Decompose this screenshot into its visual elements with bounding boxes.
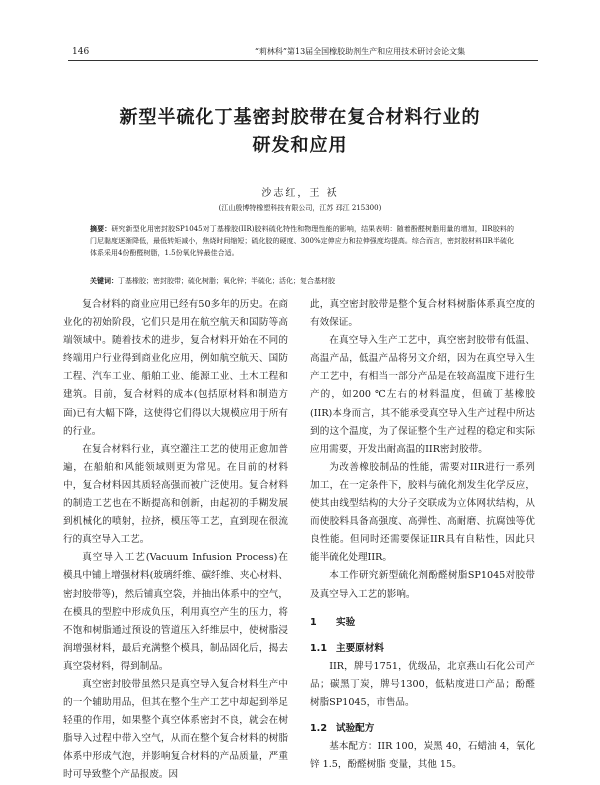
section-heading-materials (310, 640, 535, 658)
keywords-label: 关键词： (90, 276, 118, 285)
body-paragraph: 为改善橡胶制品的性能，需要对IIR进行一系列加工，在一定条件下，胶料与硫化剂发生化学反应，使其由线型结构的大分子交联成为立体网状结构，从而使胶料具备高强度、高弹性、高耐磨、抗腐蚀等优良性能。但同时还需要保证IIR具有自粘性，因此只能半硫化处理IIR。 (310, 461, 535, 564)
body-paragraph: 在真空导入生产工艺中，真空密封胶带有低温、高温产品，低温产品将另文介绍，因为在真空导入生产工艺中，有相当一部分产品是在较高温度下进行生产的，如200 ℃左右的材料温度，但硫丁基橡胶(IIR)本身而言，其不能承受真空导入生产过程中所达到的这个温度，为了保证整个生产过程的稳定和实际应用需要，开发出耐高温的IIR密封胶带。 (310, 335, 535, 455)
abstract-text: 研究新型化用密封胶SP1045对丁基橡胶(IIR)胶料硫化特性和物理性能的影响，结果表明：随着酚醛树脂用量的增加，IIR胶料的门尼黏度逐渐降低，最低转矩减小，焦烧时间缩短；硫化胶的硬度、300%定伸应力和拉伸强度均提高。综合而言，密封胶材料IIR半硫化体系采用4份酚醛树脂，1.5份氧化锌最佳合适。 (90, 225, 514, 257)
section-title: 主要原材料 (336, 642, 384, 654)
authors: 沙志红，王 袄 (261, 188, 339, 199)
section-number: 1.1 (310, 642, 327, 654)
keywords-text: 丁基橡胶；密封胶带；硫化树脂；氧化锌；半硫化；活化；复合基材胶 (118, 277, 335, 285)
formula-paragraph: 基本配方：IIR 100，炭黑 40，石蜡油 4，氧化锌 1.5，酚醛树脂 变量，其他 15。 (310, 741, 535, 771)
right-column (310, 296, 535, 774)
section-title: 试验配方 (336, 723, 375, 735)
paper-title-line1: 新型半硫化丁基密封胶带在复合材料行业的 (119, 107, 481, 128)
header-rule (68, 60, 538, 61)
section-number: 1.2 (310, 723, 327, 735)
section-heading-formula (310, 720, 535, 738)
materials-paragraph: IIR，牌号1751，优级品，北京燕山石化公司产品；碳黑丁炭，牌号1300，低粘度进口产品；酚醛树脂SP1045，市售品。 (310, 660, 535, 708)
body-paragraph: 此，真空密封胶带是整个复合材料树脂体系真空度的有效保证。 (310, 299, 535, 329)
body-paragraph: 真空密封胶带虽然只是真空导入复合材料生产中的一个辅助用品，但其在整个生产工艺中却起到举足轻重的作用，如果整个真空体系密封不良，就会在树脂导入过程中带入空气，从而在整个复合材料的树脂体系中形成气泡，并影响复合材料的产品质量，严重时可导致整个产品报废。因 (63, 678, 288, 781)
section-number: 1 (310, 616, 317, 628)
section-heading-experiment (310, 614, 535, 632)
body-paragraph: 本工作研究新型硫化剂酚醛树脂SP1045对胶带及真空导入工艺的影响。 (310, 570, 535, 600)
running-header: “莉林科”第13届全国橡胶助剂生产和应用技术研讨会论文集 (254, 47, 466, 56)
body-paragraph: 在复合材料行业，真空灌注工艺的使用正愈加普遍，在船舶和风能领域则更为常见。在目前的材料中，复合材料因其质轻高强而被广泛使用。复合材料的制造工艺也在不断提高和创新，由起初的手糊发展到机械化的喷射，拉挤，模压等工艺，直到现在很流行的真空导入工艺。 (63, 443, 288, 546)
body-paragraph: 复合材料的商业应用已经有50多年的历史。在商业化的初始阶段，它们只是用在航空航天和国防等高端领域中。随着技术的进步，复合材料开始在不同的终端用户行业得到商业化应用，例如航空航天、国防工程、汽车工业、船舶工业、能源工业、土木工程和建筑。目前，复合材料的成本(包括原材料和制造方面)已有大幅下降，这使得它们得以大规模应用于所有的行业。 (63, 299, 288, 437)
abstract (90, 223, 514, 259)
page-number: 146 (72, 47, 90, 57)
paper-title-line2: 研发和应用 (252, 135, 348, 156)
section-title: 实验 (336, 616, 356, 628)
abstract-label: 摘要： (90, 224, 112, 233)
left-column (63, 296, 288, 785)
affiliation: (江山殷博特橡塑科技有限公司，江苏 邳江 215300) (218, 204, 382, 212)
body-paragraph: 真空导入工艺(Vacuum Infusion Process)在模具中铺上增强材料(玻璃纤维、碳纤维、夹心材料、密封胶带等)，然后铺真空袋，并抽出体系中的空气，在模具的型腔中形成负压，利用真空产生的压力，将不饱和树脂通过预设的管道压入纤维层中，使树脂浸润增强材料，最后充满整个模具，制品固化后，揭去真空袋材料，得到制品。 (63, 552, 288, 672)
keywords (90, 275, 514, 287)
